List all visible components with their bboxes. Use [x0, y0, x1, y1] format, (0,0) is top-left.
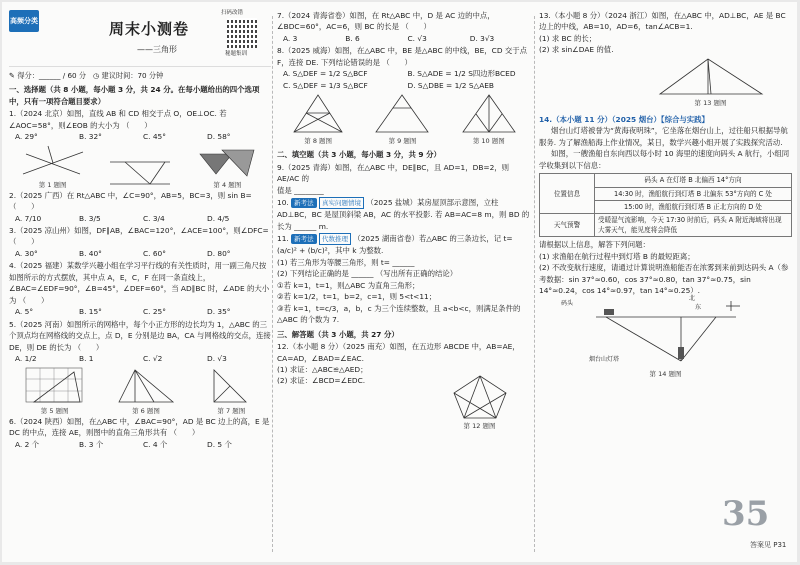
figure-caption: 第 9 题图 — [388, 137, 417, 146]
section-2-title: 二、填空题（共 3 小题，每小题 3 分，共 9 分） — [277, 150, 441, 160]
figure-9 — [372, 92, 432, 146]
option-c[interactable]: C. 3/4 — [143, 213, 165, 223]
options-row-1 — [277, 68, 532, 79]
figure-caption: 第 6 题图 — [132, 406, 160, 415]
options — [9, 353, 271, 364]
answer-blank[interactable]: （ ） — [9, 202, 39, 212]
grid-figure — [24, 366, 86, 406]
column-2 — [277, 10, 532, 432]
table-cell: 受暖湿气流影响，今天 17:30 时前后，码头 A 附近海域将出现大雾天气，能见度将会降低 — [595, 213, 792, 236]
answer-blank[interactable]: （ ） — [169, 428, 200, 438]
question-number: 10. — [277, 198, 289, 208]
figure-1 — [18, 144, 88, 190]
question-13 — [539, 10, 792, 108]
question-2 — [9, 190, 271, 224]
question-text: 13.（本小题 8 分）（2024 浙江）如图，在△ABC 中，AD⊥BC，AE 是 BC 边上的中线，AB=10，AD=6，tan∠ACB=1. — [539, 11, 786, 32]
option-d[interactable]: D. 35° — [207, 307, 231, 317]
figure-6 — [115, 366, 177, 416]
parallel-lines-figure — [105, 154, 175, 190]
option-b[interactable]: B. 40° — [79, 248, 102, 258]
question-text: 4.（2025 福建）某数学兴趣小组在学习平行线的有关性质时，用一副三角尺按如图所示的方式摆放，其中点 A，E，C，F 在同一条直线上，∠BAC=∠EDF=90°，∠B=45°，∠DEF=60°，当 AD∥BC 时，∠ADE 的大小为 — [9, 261, 270, 305]
question-1 — [9, 108, 271, 142]
option-d[interactable]: D. S△DBE = 1/2 S△AEB — [407, 80, 495, 90]
question-text: （2025 盐城）某房屋顶部示意图，立柱 AD⊥BC，BC 是屋顶斜梁 AB，AC 的水平投影. 若 AB=AC=8 m，则 BD 的长为 — [277, 198, 530, 231]
figure-8 — [290, 92, 346, 146]
dock-label: 码头 — [561, 299, 574, 307]
figure-14 — [539, 294, 792, 379]
statement-2: ②若 k=1/2，t=1，b=2，c=1，则 5<t<11； — [277, 292, 437, 302]
figure-3 — [105, 154, 175, 190]
question-6 — [9, 416, 271, 450]
answer-blank[interactable]: ______ — [294, 221, 317, 231]
option-a[interactable]: A. 7/10 — [15, 213, 42, 223]
question-text: 6.（2024 陕西）如图，在△ABC 中，∠BAC=90°，AD 是 BC 边上的高，E 是 DC 的中点，连接 AE，则图中的直角三角形共有 — [9, 416, 270, 438]
triangle-altitude-figure — [115, 366, 177, 406]
set-square-figure — [192, 144, 262, 180]
header — [9, 10, 271, 67]
column-divider — [272, 16, 273, 552]
answer-blank[interactable]: （ ） — [73, 342, 104, 352]
question-5 — [9, 319, 271, 365]
lighthouse-label: 烟台山灯塔 — [589, 355, 620, 363]
qr-caption-bottom: 秘题集训 — [225, 51, 248, 57]
column-1 — [9, 10, 271, 451]
figure-caption: 第 13 题图 — [694, 98, 727, 107]
answer-blank[interactable]: （ ） — [122, 120, 152, 130]
figure-caption: 第 1 题图 — [38, 180, 67, 189]
triangle-median-altitude-figure — [656, 56, 766, 98]
answer-blank[interactable]: ______ — [392, 257, 415, 267]
option-b[interactable]: B. 3 个 — [79, 439, 104, 449]
figure-row-1 — [9, 144, 271, 190]
pentagon-figure — [450, 373, 510, 421]
figure-4 — [192, 144, 262, 190]
statement-3: ③若 k=1，t=c/3，a，b，c 为三个连续整数，且 a<b<c，则满足条件的△ABC 的个数为 7. — [277, 303, 521, 325]
figure-13 — [629, 56, 792, 108]
unit: m. — [318, 221, 329, 231]
question-tail: 值是 — [277, 185, 292, 195]
table-cell: 14:30 时，渔船航行到灯塔 B 北偏东 53°方向的 C 处 — [595, 187, 792, 200]
right-triangle-figure — [206, 366, 256, 406]
score-total: / 60 分 — [62, 71, 87, 80]
table-cell-header: 天气预警 — [540, 213, 595, 236]
figure-caption: 第 7 题图 — [217, 406, 246, 415]
option-c[interactable]: C. 45° — [143, 132, 166, 142]
new-method-tag: 新考法 — [291, 198, 317, 208]
figure-5 — [24, 366, 86, 416]
option-a[interactable]: A. S△DEF = 1/2 S△BCF — [283, 69, 368, 79]
answer-blank[interactable]: ________ — [294, 185, 324, 195]
sub-question-2: (2) 求证：∠BCD=∠EDC. — [277, 376, 366, 386]
section-1-title: 一、选择题（共 8 小题，每小题 3 分，共 24 分。在每小题给出的四个选项中，只有一项符合题目要求） — [9, 85, 260, 106]
sub-question-2: (2) 求 sin∠DAE 的值. — [539, 45, 614, 55]
median-triangle-figure — [290, 92, 346, 136]
option-a[interactable]: A. 29° — [15, 132, 38, 142]
question-text: 3.（2025 凉山州）如图，DF∥AB，∠BAC=120°，∠ACE=100°，则∠DFC= — [9, 225, 269, 235]
option-d[interactable]: D. 4/5 — [207, 213, 230, 223]
table-row — [540, 174, 792, 187]
figure-caption: 第 10 题图 — [472, 137, 505, 146]
option-b[interactable]: B. 6 — [345, 33, 360, 43]
question-4 — [9, 260, 271, 317]
question-9 — [277, 162, 532, 196]
answer-blank[interactable]: ______ — [351, 269, 374, 279]
qr-caption-top: 扫码改错 — [221, 10, 244, 16]
question-text: 8.（2025 威海）如图，在△ABC 中，BE 是△ABC 的中线，BE，CD 交于点 F，连接 DE. 下列结论错误的是 — [277, 46, 528, 67]
option-c[interactable]: C. 4 个 — [143, 439, 168, 449]
option-c[interactable]: C. 60° — [143, 248, 166, 258]
figure-12 — [427, 373, 532, 431]
question-text: 5.（2025 河南）如图所示的网格中，每个小正方形的边长均为 1，△ABC 的三个顶点均在网格线的交点上，点 D，E 分别是边 BA，CA 与网格线的交点，连接 DE，则 DE 的长为 — [9, 319, 271, 352]
column-3 — [539, 10, 792, 380]
question-number: 11. — [277, 234, 289, 244]
statement-1: ①若 k=1，t=1，则△ABC 为直角三角形； — [277, 280, 420, 290]
question-10 — [277, 197, 532, 232]
figure-caption: 第 8 题图 — [304, 137, 333, 146]
figure-caption: 第 14 题图 — [649, 369, 682, 378]
option-a[interactable]: A. 3 — [283, 33, 298, 43]
figure-10 — [459, 92, 519, 146]
answer-blank[interactable]: （ ） — [18, 295, 49, 305]
sub-question-1: (1) 求证：△ABC≌△AED； — [277, 364, 368, 374]
new-method-tag: 新考法 — [291, 234, 317, 244]
question-14 — [539, 114, 792, 379]
question-7 — [277, 10, 532, 44]
option-d[interactable]: D. 5 个 — [207, 439, 232, 449]
column-divider — [534, 16, 535, 552]
option-a[interactable]: A. 5° — [15, 307, 34, 317]
table-row — [540, 213, 792, 236]
option-c[interactable]: C. 25° — [143, 307, 166, 317]
question-text: 14.（本小题 11 分）（2025 烟台）【综合与实践】 — [539, 114, 709, 124]
question-intro: 烟台山灯塔被誉为“黄海夜明珠”，它坐落在烟台山上，过往船只根据导航服务. 为了解渔船海上作业情况，某日，数学兴趣小组开展了实践探究活动. — [539, 126, 788, 147]
options-row-2 — [277, 80, 532, 91]
table-cell: 15:00 时，渔船航行到灯塔 B 正北方向的 D 处 — [595, 200, 792, 213]
intersecting-lines-figure — [18, 144, 88, 180]
page-title: 周末小测卷 — [109, 20, 190, 38]
question-3 — [9, 225, 271, 259]
question-text: 9.（2025 青海）如图，在△ABC 中，DE∥BC，且 AD=1，DB=2，则 AE/AC 的 — [277, 162, 510, 184]
option-a[interactable]: A. 30° — [15, 248, 38, 258]
option-d[interactable]: D. 80° — [207, 248, 231, 258]
options — [9, 213, 271, 224]
sub-question-1: (1) 若三角形为等腰三角形，则 t= — [277, 257, 390, 267]
figure-caption: 第 5 题图 — [40, 406, 69, 415]
options — [277, 33, 532, 44]
figure-7 — [206, 366, 256, 416]
question-text: 7.（2024 青海省卷）如图，在 Rt△ABC 中，D 是 AC 边的中点，∠BDC=60°，AC=6，则 BC 的长是 — [277, 11, 495, 32]
question-text: 2.（2025 广西）在 Rt△ABC 中，∠C=90°，AB=5，BC=3，则 sin B= — [9, 190, 252, 200]
topic-tag: 代数推理 — [319, 233, 351, 245]
option-b[interactable]: B. 15° — [79, 307, 102, 317]
worksheet-page — [2, 2, 797, 562]
option-b[interactable]: B. S△ADE = 1/2 S四边形BCED — [407, 69, 516, 79]
option-d[interactable]: D. 3√3 — [469, 33, 495, 43]
option-b[interactable]: B. 1 — [79, 354, 94, 364]
sub-question-1: (1) 求渔船在航行过程中到灯塔 B 的最短距离； — [539, 251, 695, 261]
answer-reference: 答案见 P31 — [750, 541, 787, 549]
score-label: 得分： — [17, 71, 39, 80]
requirement: 请根据以上信息，解答下列问题： — [539, 240, 650, 250]
option-c[interactable]: C. S△DEF = 1/3 S△BCF — [283, 80, 368, 90]
sub-question-1: (1) 求 BC 的长； — [539, 33, 597, 43]
sub-question-2: (2) 下列结论正确的是 — [277, 269, 349, 279]
suggested-time: 建议时间：70 分钟 — [101, 71, 164, 80]
pencil-icon: ✎ — [9, 71, 16, 80]
question-intro-2: 如图，一艘渔船自东向西以每小时 10 海里的速度向码头 A 航行，小组同学收集到以下信息： — [539, 149, 790, 170]
north-label: 北 — [689, 294, 696, 302]
option-a[interactable]: A. 1/2 — [15, 354, 37, 364]
option-b[interactable]: B. 3/5 — [79, 213, 101, 223]
series-logo: 高频分类 — [9, 10, 39, 32]
options — [9, 439, 271, 450]
figure-caption: 第 12 题图 — [463, 421, 496, 430]
score-line: ✎ 得分：______ / 60 分 ◷ 建议时间：70 分钟 — [9, 71, 164, 80]
question-11 — [277, 233, 532, 325]
qr-code-overlay — [227, 18, 257, 48]
sub-question-note: （写出所有正确的结论） — [375, 269, 458, 279]
figure-row-3 — [277, 92, 532, 146]
topic-tag: 真实问题情境 — [319, 197, 364, 209]
answer-blank[interactable]: （ ） — [401, 22, 431, 32]
question-text: 1.（2024 北京）如图，直线 AB 和 CD 相交于点 O，OE⊥OC. 若∠AOC=58°，则∠EOB 的大小为 — [9, 109, 227, 130]
east-label: 东 — [695, 303, 702, 311]
info-table — [539, 173, 792, 237]
section-3-title: 三、解答题（共 3 小题，共 27 分） — [277, 329, 399, 339]
answer-blank[interactable]: （ ） — [382, 57, 412, 67]
parallel-segment-figure — [372, 92, 432, 136]
question-text: （2025 湖南省卷）若△ABC 的三条边长，记 t=(a/c)² + (b/c)²，其中 k 为整数. — [277, 234, 513, 256]
question-12 — [277, 341, 532, 431]
option-a[interactable]: A. 2 个 — [15, 439, 40, 449]
option-d[interactable]: D. √3 — [207, 354, 227, 364]
option-b[interactable]: B. 32° — [79, 132, 102, 142]
question-8 — [277, 45, 532, 91]
roof-truss-figure — [459, 92, 519, 136]
sub-question-2: (2) 不改变航行速度，请通过计算说明渔船能否在浓雾到来前到达码头 A（参考数据：sin 37°≈0.60，cos 37°≈0.80，tan 37°≈0.75，sin 14°≈0.24，cos 14°≈0.97，tan 14°≈0.25）. — [539, 263, 789, 296]
options — [9, 306, 271, 317]
page-number: 35 — [722, 494, 770, 534]
answer-blank[interactable]: （ ） — [9, 237, 39, 247]
options — [9, 248, 271, 259]
figure-caption: 第 4 题图 — [213, 180, 242, 189]
clock-icon: ◷ — [92, 71, 100, 80]
table-cell: 码头 A 在灯塔 B 北偏西 14°方向 — [595, 174, 792, 187]
option-c[interactable]: C. √2 — [143, 354, 163, 364]
options — [9, 131, 271, 142]
option-c[interactable]: C. √3 — [407, 33, 427, 43]
table-cell-header: 位置信息 — [540, 174, 595, 214]
figure-row-2 — [9, 366, 271, 416]
option-d[interactable]: D. 58° — [207, 132, 231, 142]
page-subtitle: ——三角形 — [137, 45, 177, 54]
question-text: 12.（本小题 8 分）（2025 南充）如图，在五边形 ABCDE 中，AB=AE，CA=AD，∠BAD=∠EAC. — [277, 342, 520, 363]
